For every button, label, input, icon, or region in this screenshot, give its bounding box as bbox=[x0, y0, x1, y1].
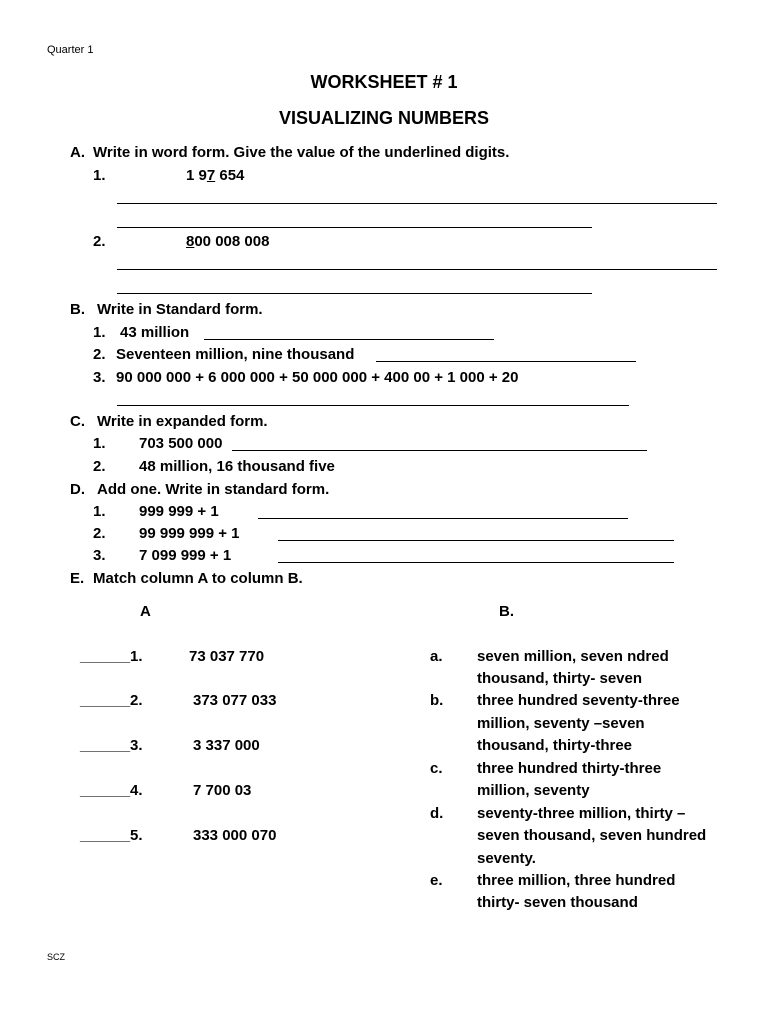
match-b-text: thousand, thirty-three bbox=[477, 737, 633, 754]
d-item-3-text: 7 099 999 + 1 bbox=[139, 547, 232, 564]
answer-line[interactable] bbox=[258, 518, 628, 519]
b-item-3-number: 3. bbox=[93, 369, 106, 386]
a-item-1-value: 1 97 654 bbox=[186, 167, 245, 184]
section-d-instruction: Add one. Write in standard form. bbox=[97, 481, 330, 498]
b-item-1-text: 43 million bbox=[120, 324, 190, 341]
b-item-2-text: Seventeen million, nine thousand bbox=[116, 346, 355, 363]
answer-line[interactable] bbox=[278, 540, 674, 541]
match-blank[interactable]: ______3. bbox=[80, 737, 143, 754]
section-d-label: D. bbox=[70, 481, 85, 498]
answer-line[interactable] bbox=[117, 227, 592, 228]
d-item-3-number: 3. bbox=[93, 547, 106, 564]
worksheet-title: WORKSHEET # 1 bbox=[310, 72, 458, 92]
quarter-label: Quarter 1 bbox=[47, 44, 94, 56]
match-b-letter: d. bbox=[430, 805, 444, 822]
match-b-text: seven thousand, seven hundred bbox=[477, 827, 707, 844]
match-b-letter: e. bbox=[430, 872, 443, 889]
answer-line[interactable] bbox=[232, 450, 647, 451]
section-a-instruction: Write in word form. Give the value of the underlined digits. bbox=[93, 144, 510, 161]
answer-line[interactable] bbox=[117, 405, 629, 406]
answer-line[interactable] bbox=[278, 562, 674, 563]
d-item-1-number: 1. bbox=[93, 503, 106, 520]
column-b-header: B. bbox=[499, 603, 514, 620]
answer-line[interactable] bbox=[376, 361, 636, 362]
match-a-value: 373 077 033 bbox=[193, 692, 277, 709]
section-c-label: C. bbox=[70, 413, 85, 430]
match-b-text: three hundred thirty-three bbox=[477, 760, 662, 777]
match-b-letter: c. bbox=[430, 760, 443, 777]
c-item-2-text: 48 million, 16 thousand five bbox=[139, 458, 335, 475]
d-item-2-number: 2. bbox=[93, 525, 106, 542]
a-item-2-number: 2. bbox=[93, 233, 106, 250]
underlined-digit: 8 bbox=[186, 233, 195, 250]
c-item-1-text: 703 500 000 bbox=[139, 435, 223, 452]
match-b-text: thousand, thirty- seven bbox=[477, 670, 643, 687]
a-item-1-number: 1. bbox=[93, 167, 106, 184]
a-item-2-value: 800 008 008 bbox=[186, 233, 270, 250]
match-a-value: 7 700 03 bbox=[193, 782, 252, 799]
match-b-text: seven million, seven ndred bbox=[477, 648, 669, 665]
section-b-label: B. bbox=[70, 301, 85, 318]
answer-line[interactable] bbox=[117, 293, 592, 294]
match-b-text: seventy-three million, thirty – bbox=[477, 805, 686, 822]
section-e-instruction: Match column A to column B. bbox=[93, 570, 303, 587]
match-b-text: seventy. bbox=[477, 850, 536, 867]
match-blank[interactable]: ______4. bbox=[80, 782, 143, 799]
section-b-instruction: Write in Standard form. bbox=[97, 301, 263, 318]
match-blank[interactable]: ______2. bbox=[80, 692, 143, 709]
match-blank[interactable]: ______1. bbox=[80, 648, 143, 665]
match-b-letter: b. bbox=[430, 692, 444, 709]
d-item-1-text: 999 999 + 1 bbox=[139, 503, 219, 520]
section-a-label: A. bbox=[70, 144, 85, 161]
answer-line[interactable] bbox=[204, 339, 494, 340]
match-blank[interactable]: ______5. bbox=[80, 827, 143, 844]
match-b-letter: a. bbox=[430, 648, 443, 665]
answer-line[interactable] bbox=[117, 203, 717, 204]
match-a-value: 3 337 000 bbox=[193, 737, 260, 754]
b-item-2-number: 2. bbox=[93, 346, 106, 363]
d-item-2-text: 99 999 999 + 1 bbox=[139, 525, 240, 542]
match-b-text: three hundred seventy-three bbox=[477, 692, 680, 709]
worksheet-subtitle: VISUALIZING NUMBERS bbox=[278, 108, 489, 128]
c-item-1-number: 1. bbox=[93, 435, 106, 452]
match-b-text: million, seventy –seven bbox=[477, 715, 645, 732]
underlined-digit: 7 bbox=[206, 167, 216, 184]
match-a-value: 73 037 770 bbox=[189, 648, 265, 665]
match-a-value: 333 000 070 bbox=[193, 827, 277, 844]
match-b-text: three million, three hundred bbox=[477, 872, 676, 889]
match-b-text: million, seventy bbox=[477, 782, 590, 799]
b-item-3-text: 90 000 000 + 6 000 000 + 50 000 000 + 400 00 + 1 000 + 20 bbox=[116, 369, 519, 386]
footer-initials: SCZ bbox=[47, 952, 65, 962]
section-e-label: E. bbox=[70, 570, 85, 587]
b-item-1-number: 1. bbox=[93, 324, 106, 341]
section-c-instruction: Write in expanded form. bbox=[97, 413, 268, 430]
c-item-2-number: 2. bbox=[93, 458, 106, 475]
column-a-header: A bbox=[140, 603, 151, 620]
answer-line[interactable] bbox=[117, 269, 717, 270]
match-b-text: thirty- seven thousand bbox=[477, 894, 638, 911]
